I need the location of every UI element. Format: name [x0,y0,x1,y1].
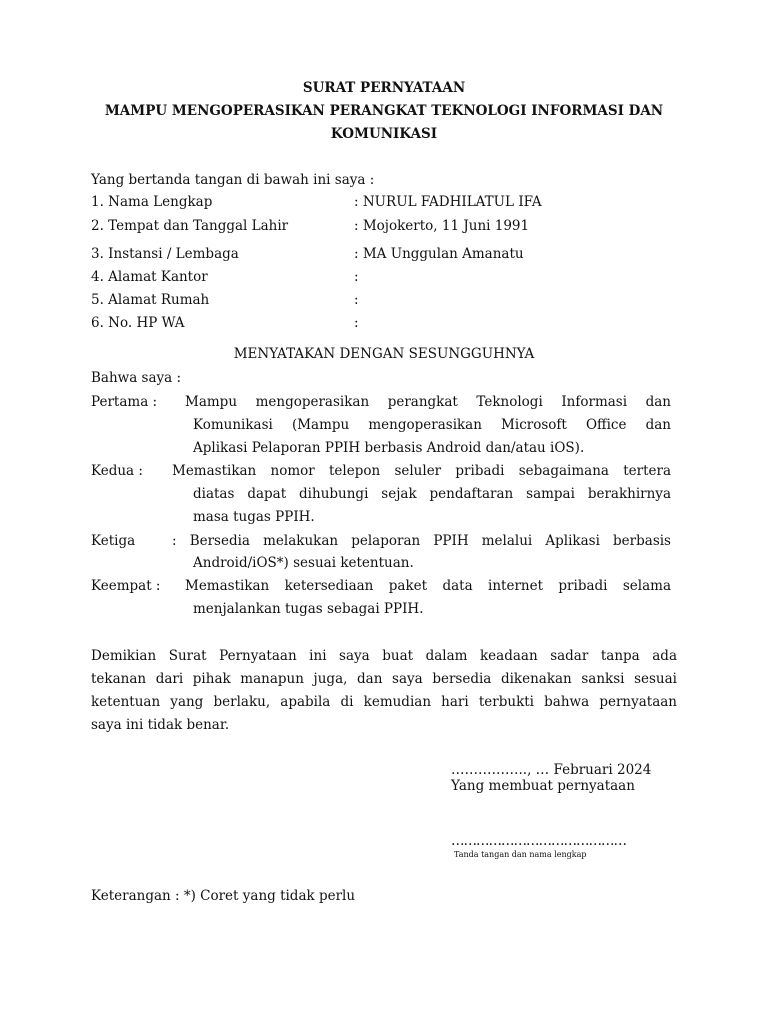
point-label-ketiga: Ketiga [91,533,136,549]
field-label-phone: 6. No. HP WA [91,315,185,331]
document-subtitle-line1: MAMPU MENGOPERASIKAN PERANGKAT TEKNOLOGI INFORMASI DAN [104,103,664,119]
document-title: SURAT PERNYATAAN [302,80,466,96]
point-ketiga-line1: : Bersedia melakukan pelaporan PPIH melalui Aplikasi berbasis [172,533,671,549]
point-pertama-line2: Komunikasi (Mampu mengoperasikan Microsoft Office dan [193,417,671,433]
closing-line4: saya ini tidak benar. [91,717,230,733]
signature-role: Yang membuat pernyataan [451,778,635,794]
field-label-home-address: 5. Alamat Rumah [91,292,210,308]
point-label-keempat: Keempat : [91,578,161,594]
field-value-name: : NURUL FADHILATUL IFA [354,194,542,210]
intro-text: Yang bertanda tangan di bawah ini saya : [91,172,375,188]
point-label-kedua: Kedua : [91,463,143,479]
point-pertama-line3: Aplikasi Pelaporan PPIH berbasis Android dan/atau iOS). [193,440,585,456]
point-keempat-line1: Memastikan ketersediaan paket data internet pribadi selama [185,578,671,594]
declare-heading: MENYATAKAN DENGAN SESUNGGUHNYA [233,346,535,362]
bahwa-text: Bahwa saya : [91,370,182,386]
point-kedua-line2: diatas dapat dihubungi sejak pendaftaran sampai berakhirnya [193,486,671,502]
field-value-office-address: : [354,269,359,285]
signature-caption: Tanda tangan dan nama lengkap [454,850,587,859]
point-ketiga-line2: Android/iOS*) sesuai ketentuan. [193,555,414,571]
field-value-birth: : Mojokerto, 11 Juni 1991 [354,218,530,234]
point-kedua-line1: Memastikan nomor telepon seluler pribadi sebagaimana tertera [172,463,671,479]
closing-line1: Demikian Surat Pernyataan ini saya buat dalam keadaan sadar tanpa ada [91,648,677,664]
signature-date: …………….., … Februari 2024 [451,762,652,778]
note-text: Keterangan : *) Coret yang tidak perlu [91,888,356,904]
document-subtitle-line2: KOMUNIKASI [330,126,438,142]
field-value-institution: : MA Unggulan Amanatu [354,246,524,262]
field-label-name: 1. Nama Lengkap [91,194,213,210]
field-value-phone: : [354,315,359,331]
point-pertama-line1: Mampu mengoperasikan perangkat Teknologi Informasi dan [185,394,671,410]
field-value-home-address: : [354,292,359,308]
closing-line2: tekanan dari pihak manapun juga, dan saya bersedia dikenakan sanksi sesuai [91,671,677,687]
point-keempat-line2: menjalankan tugas sebagai PPIH. [193,601,424,617]
field-label-office-address: 4. Alamat Kantor [91,269,208,285]
point-kedua-line3: masa tugas PPIH. [193,509,315,525]
field-label-birth: 2. Tempat dan Tanggal Lahir [91,218,289,234]
field-label-institution: 3. Instansi / Lembaga [91,246,239,262]
closing-line3: ketentuan yang berlaku, apabila di kemudian hari terbukti bahwa pernyataan [91,694,677,710]
point-label-pertama: Pertama : [91,394,158,410]
signature-dots: …………………………………… [451,833,626,849]
